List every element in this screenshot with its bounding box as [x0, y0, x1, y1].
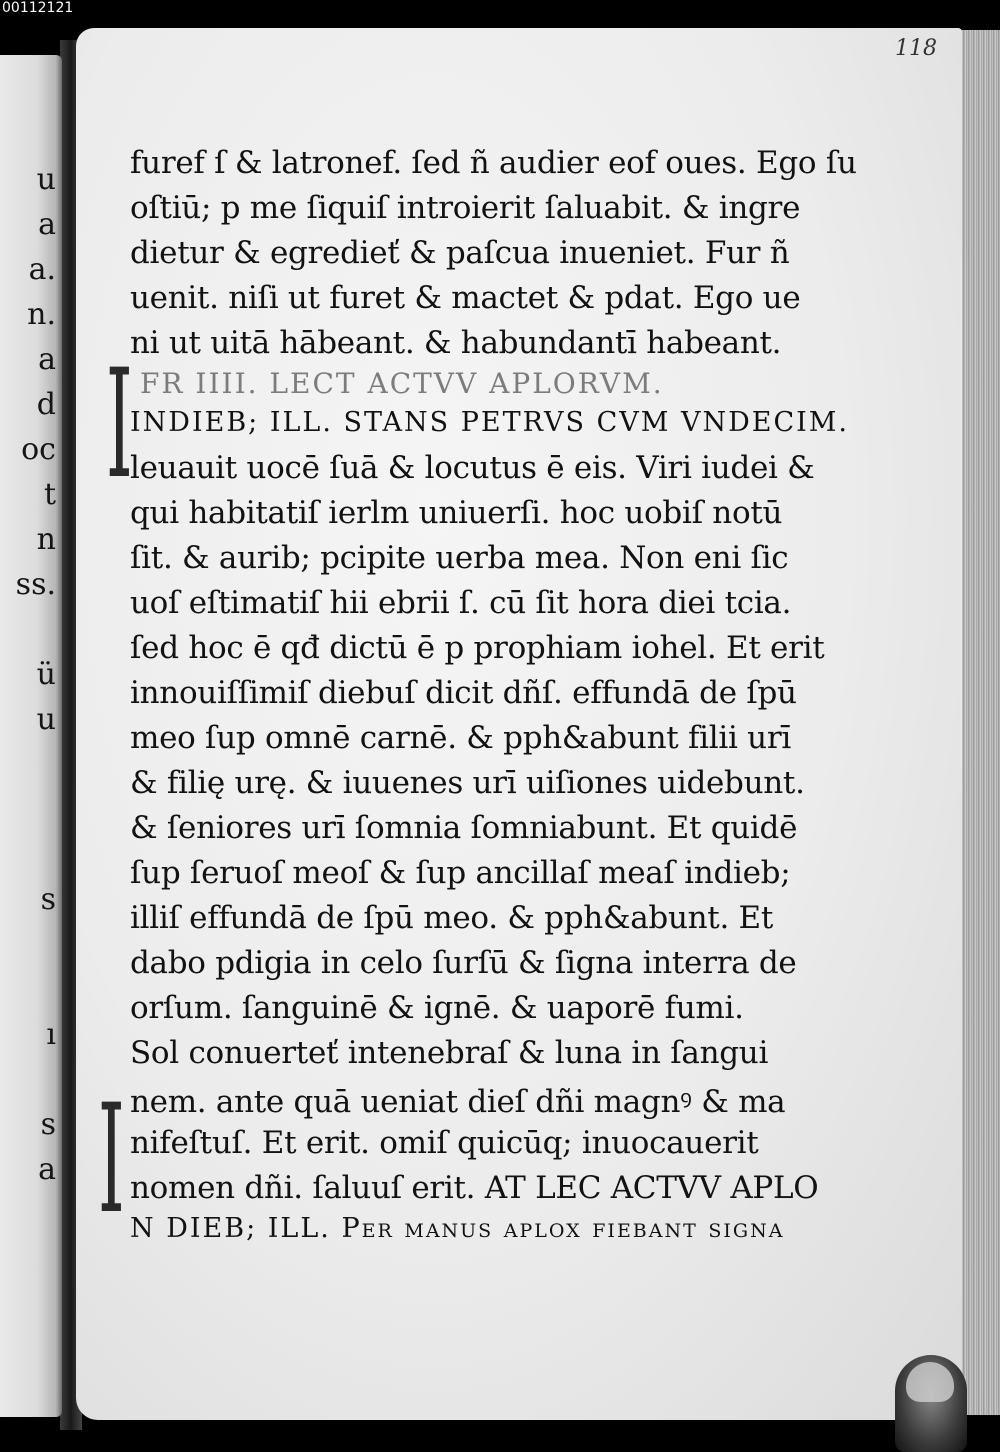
- left-page-fragment: a: [38, 342, 56, 377]
- left-page: [0, 55, 62, 1417]
- left-page-fragment: a: [38, 207, 56, 242]
- text-line-incipit: INDIEB; ILL. STANS PETRVS CVM VNDECIM.: [130, 407, 850, 438]
- left-page-fragment: u: [36, 162, 56, 197]
- left-page-fragment: a: [38, 1152, 56, 1187]
- text-line: dietur & egredieť & paſcua inueniet. Fur ñ: [130, 235, 790, 271]
- left-page-fragment: s: [40, 1107, 56, 1142]
- folio-number: 118: [895, 36, 937, 61]
- text-line: uoſ eſtimatiſ hii ebrii ſ. cū ſit hora diei tcia.: [130, 585, 792, 621]
- text-line: uenit. niſi ut furet & mactet & pdat. Ego ue: [130, 280, 801, 316]
- decorated-initial-I: I: [106, 338, 133, 512]
- text-line: leuauit uocē ſuā & locutus ē eis. Viri iudei &: [130, 450, 815, 486]
- left-page-fragment: n: [36, 522, 56, 557]
- text-line: Sol conuerteť intenebraſ & luna in ſangui: [130, 1035, 769, 1071]
- left-page-fragment: ü: [36, 657, 56, 692]
- text-line: ſed hoc ē qđ dictū ē p prophiam iohel. Et erit: [130, 630, 825, 666]
- left-page-fragment: s: [40, 882, 56, 917]
- text-line: furef ſ & latronef. ſed ñ audier eof oues. Ego ſu: [130, 145, 857, 181]
- text-line: & filię urę. & iuuenes urī uiſiones uidebunt.: [130, 765, 805, 801]
- left-page-fragment: a.: [28, 252, 56, 287]
- text-line: & ſeniores urī ſomnia ſomniabunt. Et quidē: [130, 810, 798, 846]
- thumbnail: [906, 1362, 954, 1402]
- image-id-label: 00112121: [0, 0, 132, 17]
- text-line: dabo pdigia in celo ſurſū & ſigna interra de: [130, 945, 797, 981]
- text-line: nem. ante quā ueniat dieſ dñi magnꝰ & ma: [130, 1084, 786, 1120]
- decorated-initial-I: I: [98, 1073, 125, 1247]
- text-line: ſup ſeruoſ meoſ & ſup ancillaſ meaſ indieb;: [130, 855, 791, 891]
- left-page-fragment: d: [36, 387, 56, 422]
- text-line: ſit. & aurib; pcipite uerba mea. Non eni ſic: [130, 540, 789, 576]
- left-page-fragment: t: [43, 477, 56, 512]
- left-page-fragment: oc: [21, 432, 56, 467]
- text-line: orſum. ſanguinē & ignē. & uaporē fumi.: [130, 990, 744, 1026]
- text-line: ni ut uitā hābeant. & habundantī habeant.: [130, 325, 782, 361]
- text-line: nomen dñi. ſaluuſ erit. AT LEC ACTVV APLO: [130, 1170, 819, 1206]
- text-line: illiſ effundā de ſpū meo. & pph&abunt. Et: [130, 900, 774, 936]
- text-line: nifeſtuſ. Et erit. omiſ quicūq; inuocauerit: [130, 1125, 759, 1161]
- text-line: meo ſup omnē carnē. & pph&abunt filii urī: [130, 720, 791, 756]
- left-page-fragment: u: [36, 702, 56, 737]
- rubric-heading: FR IIII. LECT ACTVV APLORVM.: [140, 367, 664, 400]
- left-page-fragment: n.: [27, 297, 56, 332]
- text-line: innouiſſimiſ diebuſ dicit dñſ. effundā de ſpū: [130, 675, 797, 711]
- left-page-fragment: ss.: [15, 567, 56, 602]
- left-page-fragment: ı: [46, 1017, 56, 1052]
- text-line: oſtiū; p me ſiquiſ introierit ſaluabit. & ingre: [130, 190, 801, 226]
- text-line: qui habitatiſ ierlm uniuerſi. hoc uobiſ notū: [130, 495, 783, 531]
- text-line-incipit: N DIEB; ILL. Per manuſ aplox fiebant ſigna: [130, 1213, 785, 1244]
